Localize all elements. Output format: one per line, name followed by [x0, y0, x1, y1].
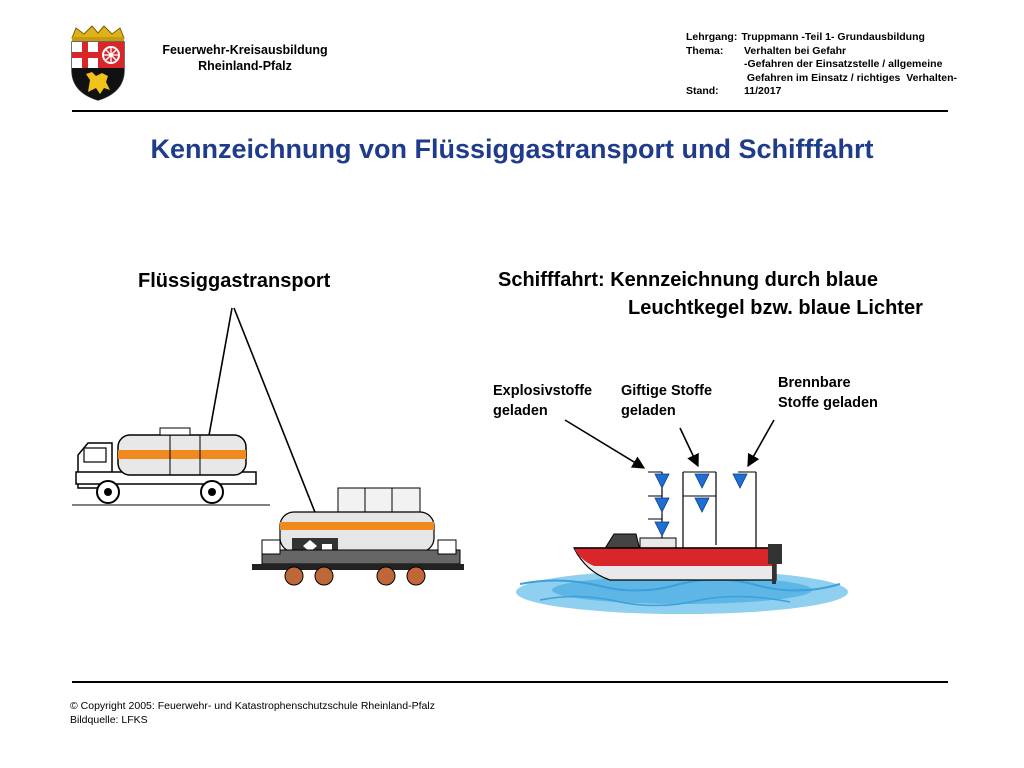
copyright-text: © Copyright 2005: Feuerwehr- und Katastrophenschutzschule Rheinland-Pfalz: [70, 700, 435, 712]
cone-arrows: [565, 420, 774, 468]
meta-stand-value: 11/2017: [744, 85, 782, 97]
page-title: Kennzeichnung von Flüssiggastransport und Schifffahrt: [150, 134, 874, 164]
cone-toxic-1: [695, 474, 709, 488]
label-toxic-line-2: geladen: [621, 403, 676, 419]
org-line-1: Feuerwehr-Kreisausbildung: [162, 43, 328, 57]
meta-lehrgang-value: Truppmann -Teil 1- Grundausbildung: [741, 31, 925, 43]
cone-toxic-2: [695, 498, 709, 512]
label-explosive-line-1: Explosivstoffe: [493, 383, 593, 399]
boat: [574, 472, 782, 584]
lpg-arrows: [206, 308, 322, 530]
shipping-heading-line-2: Leuchtkegel bzw. blaue Lichter: [628, 297, 923, 319]
lpg-transport-heading: Flüssiggastransport: [138, 270, 331, 292]
tanker-truck: [72, 428, 270, 505]
meta-lehrgang-key: Lehrgang:: [686, 31, 738, 43]
image-source-text: Bildquelle: LFKS: [70, 714, 148, 726]
label-explosive-line-2: geladen: [493, 403, 548, 419]
label-flammable-line-2: Stoffe geladen: [778, 395, 878, 411]
cone-explosive-1: [655, 474, 669, 488]
meta-thema-value-3: Gefahren im Einsatz / richtiges Verhalten-: [744, 71, 957, 84]
meta-thema-value-2: -Gefahren der Einsatzstelle / allgemeine: [744, 58, 943, 70]
meta-stand-key: Stand:: [686, 85, 719, 97]
footer: [70, 699, 435, 727]
meta-thema-value-1: Verhalten bei Gefahr: [744, 44, 847, 57]
label-toxic-line-1: Giftige Stoffe: [621, 383, 713, 399]
meta-thema-key: Thema:: [686, 44, 724, 57]
cone-explosive-2: [655, 498, 669, 512]
cone-flammable-1: [733, 474, 747, 488]
org-line-2: Rheinland-Pfalz: [198, 59, 292, 73]
blue-cones: [655, 474, 747, 536]
label-flammable-line-1: Brennbare: [778, 375, 851, 391]
rail-tank-wagon: [252, 488, 464, 585]
cone-explosive-3: [655, 522, 669, 536]
shipping-heading-line-1: Schifffahrt: Kennzeichnung durch blaue: [498, 269, 879, 291]
footer-divider: [72, 681, 948, 683]
